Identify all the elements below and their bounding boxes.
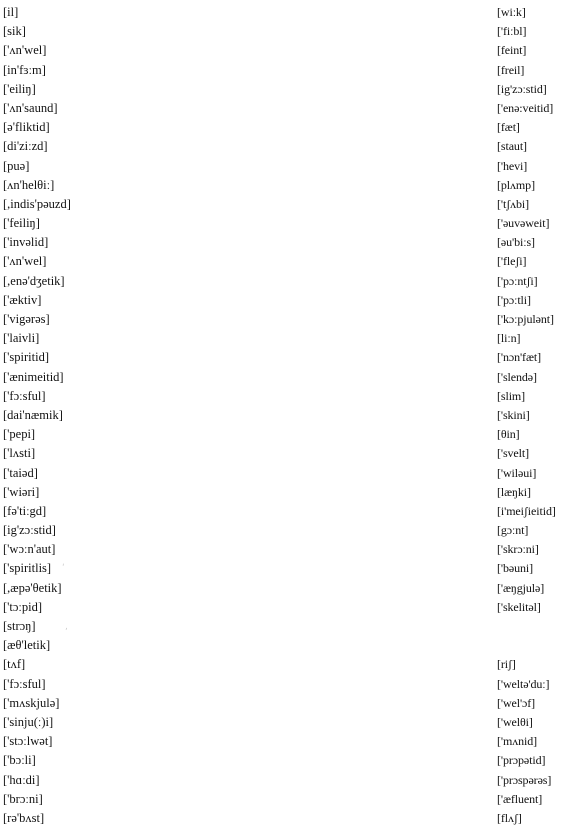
phonetic-entry: ['enə:veitid]: [497, 100, 554, 115]
phonetic-entry: ['ænimeitid]: [3, 369, 64, 384]
phonetic-entry: ['weltə'duː]: [497, 676, 550, 691]
phonetic-entry: ['stɔːlwət]: [3, 734, 53, 749]
phonetic-entry: ['prɔspərəs]: [497, 772, 552, 787]
phonetic-entry: ['wiəri]: [3, 484, 40, 499]
phonetic-entry: [staut]: [497, 139, 527, 154]
phonetic-entry: ['tʃʌbi]: [497, 196, 530, 211]
phonetic-entry: [,enə'dʒetik]: [3, 273, 65, 288]
phonetic-entry: [tʌf]: [3, 657, 26, 672]
phonetic-entry: ['wɔːn'aut]: [3, 542, 56, 557]
phonetic-entry: ['fiːbl]: [497, 24, 527, 39]
phonetic-entry: ['lʌsti]: [3, 446, 36, 461]
phonetic-entry: ['hevi]: [497, 158, 528, 173]
phonetic-entry: ['ʌn'wel]: [3, 254, 47, 269]
phonetic-entry: ['wel'ɔf]: [497, 695, 536, 710]
phonetic-entry: ['spiritlis]: [3, 561, 52, 576]
phonetic-entry: ['slendə]: [497, 369, 537, 384]
phonetic-entry: ['laivli]: [3, 331, 40, 346]
phonetic-entry: ['æktiv]: [3, 292, 42, 307]
phonetic-entry: ['vigərəs]: [3, 312, 50, 326]
phonetic-entry: [ə'fliktid]: [3, 120, 50, 135]
phonetic-entry: ['hɑːdi]: [3, 772, 40, 787]
phonetic-entry: [ig'zɔːstid]: [3, 523, 56, 538]
scan-speck: ‘: [62, 563, 65, 573]
phonetic-entry: [strɔŋ]: [3, 619, 36, 633]
phonetic-entry: ['invəlid]: [3, 235, 49, 250]
phonetic-entry: ['prɔpətid]: [497, 753, 546, 768]
phonetic-entry: [freil]: [497, 62, 525, 77]
phonetic-entry: ['sinju(ː)i]: [3, 714, 54, 729]
phonetic-entry: [liːn]: [497, 331, 521, 346]
column-gap: [497, 617, 561, 655]
phonetic-entry: [əu'biːs]: [497, 235, 535, 250]
phonetic-entry: ['pepi]: [3, 427, 36, 442]
phonetic-entry: [plʌmp]: [497, 177, 535, 192]
phonetic-entry: ['tɔːpid]: [3, 599, 43, 614]
phonetic-entry: [wiːk]: [497, 5, 526, 19]
phonetic-entry: ['feiliŋ]: [3, 216, 40, 231]
phonetic-entry: [,indis'pəuzd]: [3, 196, 71, 211]
phonetic-entry: ['mʌnid]: [497, 734, 538, 749]
phonetic-entry: [il]: [3, 5, 19, 19]
phonetic-entry: ['mʌskjulə]: [3, 695, 60, 710]
phonetic-entry: ['wiləui]: [497, 465, 537, 480]
phonetic-entry: [riʃ]: [497, 657, 516, 672]
phonetic-entry: ['eiliŋ]: [3, 81, 36, 96]
phonetic-entry: [ʌn'helθiː]: [3, 177, 55, 192]
phonetic-entry: ['ʌn'wel]: [3, 43, 47, 58]
phonetic-entry: ['æŋgjulə]: [497, 580, 545, 595]
phonetic-entry: ['bəuni]: [497, 561, 534, 576]
phonetic-entry: [fə'tiːgd]: [3, 503, 47, 518]
phonetic-entry: [slim]: [497, 388, 526, 403]
phonetic-entry: ['skelitəl]: [497, 599, 541, 614]
phonetic-entry: [sik]: [3, 24, 26, 39]
phonetic-entry: [,æpə'θetik]: [3, 580, 62, 595]
phonetic-entry: ['pɔːntʃi]: [497, 273, 538, 288]
phonetic-entry: [læŋki]: [497, 484, 531, 499]
right-phonetic-column: [497, 3, 561, 828]
phonetic-entry: ['brɔːni]: [3, 791, 43, 806]
phonetic-entry: ['fɔːsful]: [3, 676, 46, 691]
phonetic-entry: [di'ziːzd]: [3, 139, 48, 154]
phonetic-entry: ['bɔːli]: [3, 753, 36, 768]
phonetic-entry: [i'meiʃieitid]: [497, 503, 556, 518]
phonetic-entry: ['welθi]: [497, 714, 533, 729]
phonetic-entry: [puə]: [3, 158, 30, 173]
phonetic-entry: ['fleʃi]: [497, 254, 527, 269]
phonetic-entry: [gɔːnt]: [497, 523, 529, 538]
phonetic-entry: [dai'næmik]: [3, 407, 63, 422]
phonetic-entry: [fæt]: [497, 120, 520, 135]
phonetic-entry: [flʌʃ]: [497, 810, 522, 825]
phonetic-entry: ['æfluent]: [497, 791, 543, 806]
phonetic-entry: ['svelt]: [497, 446, 530, 461]
phonetic-entry: [θin]: [497, 427, 520, 442]
phonetic-entry: ['taiəd]: [3, 465, 38, 480]
phonetic-entry: [æθ'letik]: [3, 638, 51, 653]
phonetic-entry: ['pɔːtli]: [497, 292, 531, 307]
phonetic-entry: [feint]: [497, 43, 527, 58]
phonetic-entry: ['əuvəweit]: [497, 216, 550, 231]
phonetic-entry: ['skrɔːni]: [497, 542, 539, 557]
phonetic-entry: ['skini]: [497, 407, 530, 422]
phonetic-entry: ['spiritid]: [3, 350, 49, 365]
phonetic-entry: [rə'bʌst]: [3, 810, 45, 825]
phonetic-entry: ['ʌn'saund]: [3, 100, 58, 115]
phonetic-entry: ['fɔːsful]: [3, 388, 46, 403]
phonetic-entry: [ig'zɔːstid]: [497, 81, 547, 96]
phonetic-entry: ['nɔn'fæt]: [497, 350, 541, 365]
scan-speck: ,: [65, 622, 68, 632]
phonetic-entry: [in'fɜːm]: [3, 62, 46, 77]
left-phonetic-column: [3, 3, 203, 828]
phonetic-entry: ['kɔːpjulənt]: [497, 312, 554, 326]
